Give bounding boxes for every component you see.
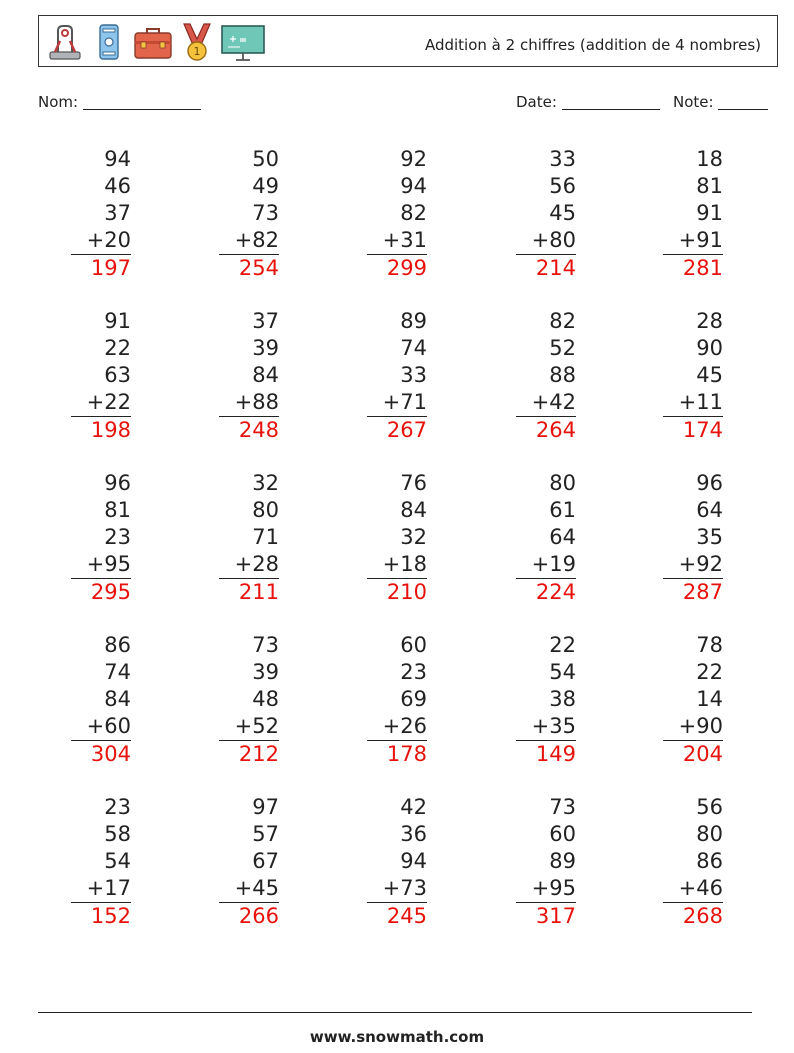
addend: 63 (104, 363, 131, 387)
addend: 69 (400, 687, 427, 711)
addend: 73 (252, 201, 279, 225)
answer: 304 (71, 740, 131, 767)
last-addend: +35 (531, 714, 576, 738)
answer: 149 (516, 740, 576, 767)
addend: 42 (400, 795, 427, 819)
addend: 67 (252, 849, 279, 873)
last-addend: +46 (678, 876, 723, 900)
addend: 33 (549, 147, 576, 171)
addend: 64 (549, 525, 576, 549)
addition-problem (219, 632, 279, 767)
answer: 197 (71, 254, 131, 281)
addend: 54 (549, 660, 576, 684)
addend: 60 (400, 633, 427, 657)
last-addend: +92 (678, 552, 723, 576)
addend: 92 (400, 147, 427, 171)
addend: 18 (696, 147, 723, 171)
addend: 84 (252, 363, 279, 387)
addition-problem (516, 632, 576, 767)
addition-problem (71, 632, 131, 767)
addend: 36 (400, 822, 427, 846)
date-line (562, 94, 660, 110)
addend: 23 (400, 660, 427, 684)
answer: 245 (367, 902, 427, 929)
addend: 32 (400, 525, 427, 549)
addend: 88 (549, 363, 576, 387)
answer: 248 (219, 416, 279, 443)
addend: 49 (252, 174, 279, 198)
svg-text:1: 1 (193, 45, 201, 58)
grade-label: Note: (673, 93, 714, 111)
addend: 90 (696, 336, 723, 360)
last-addend: +82 (234, 228, 279, 252)
addition-problem (367, 146, 427, 281)
last-addend: +60 (86, 714, 131, 738)
addend: 28 (696, 309, 723, 333)
addend: 89 (549, 849, 576, 873)
last-addend: +45 (234, 876, 279, 900)
last-addend: +73 (382, 876, 427, 900)
addition-problem (367, 470, 427, 605)
addend: 74 (104, 660, 131, 684)
answer: 212 (219, 740, 279, 767)
addend: 22 (696, 660, 723, 684)
addend: 71 (252, 525, 279, 549)
addend: 91 (696, 201, 723, 225)
last-addend: +90 (678, 714, 723, 738)
last-addend: +52 (234, 714, 279, 738)
addend: 97 (252, 795, 279, 819)
addend: 33 (400, 363, 427, 387)
header-icons (44, 21, 266, 63)
addition-problem (516, 308, 576, 443)
addend: 73 (252, 633, 279, 657)
briefcase-icon (132, 21, 174, 63)
answer: 254 (219, 254, 279, 281)
addend: 96 (696, 471, 723, 495)
addend: 45 (696, 363, 723, 387)
medal-icon (176, 21, 218, 63)
addend: 48 (252, 687, 279, 711)
addend: 80 (252, 498, 279, 522)
addition-problem (663, 146, 723, 281)
last-addend: +88 (234, 390, 279, 414)
addition-problem (663, 470, 723, 605)
answer: 281 (663, 254, 723, 281)
addition-problem (219, 794, 279, 929)
last-addend: +28 (234, 552, 279, 576)
last-addend: +91 (678, 228, 723, 252)
answer: 198 (71, 416, 131, 443)
last-addend: +20 (86, 228, 131, 252)
addend: 64 (696, 498, 723, 522)
addend: 84 (104, 687, 131, 711)
addend: 89 (400, 309, 427, 333)
addend: 73 (549, 795, 576, 819)
addition-problem (219, 308, 279, 443)
last-addend: +42 (531, 390, 576, 414)
addend: 76 (400, 471, 427, 495)
answer: 267 (367, 416, 427, 443)
addend: 57 (252, 822, 279, 846)
addition-problem (71, 308, 131, 443)
answer: 299 (367, 254, 427, 281)
addend: 94 (104, 147, 131, 171)
grade-field (673, 93, 768, 111)
last-addend: +95 (531, 876, 576, 900)
last-addend: +26 (382, 714, 427, 738)
addend: 37 (252, 309, 279, 333)
addition-problem (516, 794, 576, 929)
addend: 80 (696, 822, 723, 846)
addend: 39 (252, 660, 279, 684)
addend: 58 (104, 822, 131, 846)
addend: 80 (549, 471, 576, 495)
addition-problem (367, 308, 427, 443)
answer: 178 (367, 740, 427, 767)
answer: 204 (663, 740, 723, 767)
addition-problem (367, 632, 427, 767)
date-field (516, 93, 660, 111)
sharpener-icon (88, 21, 130, 63)
date-label: Date: (516, 93, 557, 111)
addend: 81 (104, 498, 131, 522)
answer: 266 (219, 902, 279, 929)
addition-problem (219, 146, 279, 281)
addend: 23 (104, 795, 131, 819)
last-addend: +80 (531, 228, 576, 252)
footer-divider (38, 1012, 752, 1013)
addend: 35 (696, 525, 723, 549)
addend: 94 (400, 849, 427, 873)
answer: 210 (367, 578, 427, 605)
addend: 86 (696, 849, 723, 873)
addend: 50 (252, 147, 279, 171)
addend: 46 (104, 174, 131, 198)
addend: 54 (104, 849, 131, 873)
answer: 214 (516, 254, 576, 281)
addition-problem (71, 470, 131, 605)
answer: 174 (663, 416, 723, 443)
addend: 22 (104, 336, 131, 360)
last-addend: +19 (531, 552, 576, 576)
name-field (38, 93, 201, 111)
addend: 84 (400, 498, 427, 522)
addend: 86 (104, 633, 131, 657)
addend: 74 (400, 336, 427, 360)
last-addend: +22 (86, 390, 131, 414)
addend: 91 (104, 309, 131, 333)
answer: 295 (71, 578, 131, 605)
answer: 264 (516, 416, 576, 443)
answer: 268 (663, 902, 723, 929)
addend: 61 (549, 498, 576, 522)
addend: 45 (549, 201, 576, 225)
chalkboard-icon (220, 21, 266, 63)
addition-problem (663, 794, 723, 929)
addend: 37 (104, 201, 131, 225)
answer: 211 (219, 578, 279, 605)
addend: 23 (104, 525, 131, 549)
paper-clip-icon (44, 21, 86, 63)
addition-problem (71, 146, 131, 281)
addend: 82 (400, 201, 427, 225)
footer-site: www.snowmath.com (309, 1028, 485, 1046)
addition-problem (367, 794, 427, 929)
answer: 224 (516, 578, 576, 605)
addend: 78 (696, 633, 723, 657)
addition-problem (516, 470, 576, 605)
answer: 317 (516, 902, 576, 929)
addend: 56 (549, 174, 576, 198)
addend: 82 (549, 309, 576, 333)
addend: 39 (252, 336, 279, 360)
last-addend: +71 (382, 390, 427, 414)
last-addend: +31 (382, 228, 427, 252)
last-addend: +11 (678, 390, 723, 414)
addition-problem (663, 632, 723, 767)
addend: 22 (549, 633, 576, 657)
name-line (83, 94, 201, 110)
addend: 96 (104, 471, 131, 495)
addend: 32 (252, 471, 279, 495)
answer: 287 (663, 578, 723, 605)
last-addend: +95 (86, 552, 131, 576)
answer: 152 (71, 902, 131, 929)
addend: 38 (549, 687, 576, 711)
addend: 60 (549, 822, 576, 846)
addend: 94 (400, 174, 427, 198)
worksheet-title: Addition à 2 chiffres (addition de 4 nombres) (424, 36, 761, 54)
grade-line (718, 94, 768, 110)
worksheet-header (38, 15, 778, 67)
addition-problem (71, 794, 131, 929)
last-addend: +17 (86, 876, 131, 900)
addend: 81 (696, 174, 723, 198)
name-label: Nom: (38, 93, 79, 111)
addend: 14 (696, 687, 723, 711)
addend: 56 (696, 795, 723, 819)
last-addend: +18 (382, 552, 427, 576)
addend: 52 (549, 336, 576, 360)
addition-problem (219, 470, 279, 605)
addition-problem (663, 308, 723, 443)
addition-problem (516, 146, 576, 281)
